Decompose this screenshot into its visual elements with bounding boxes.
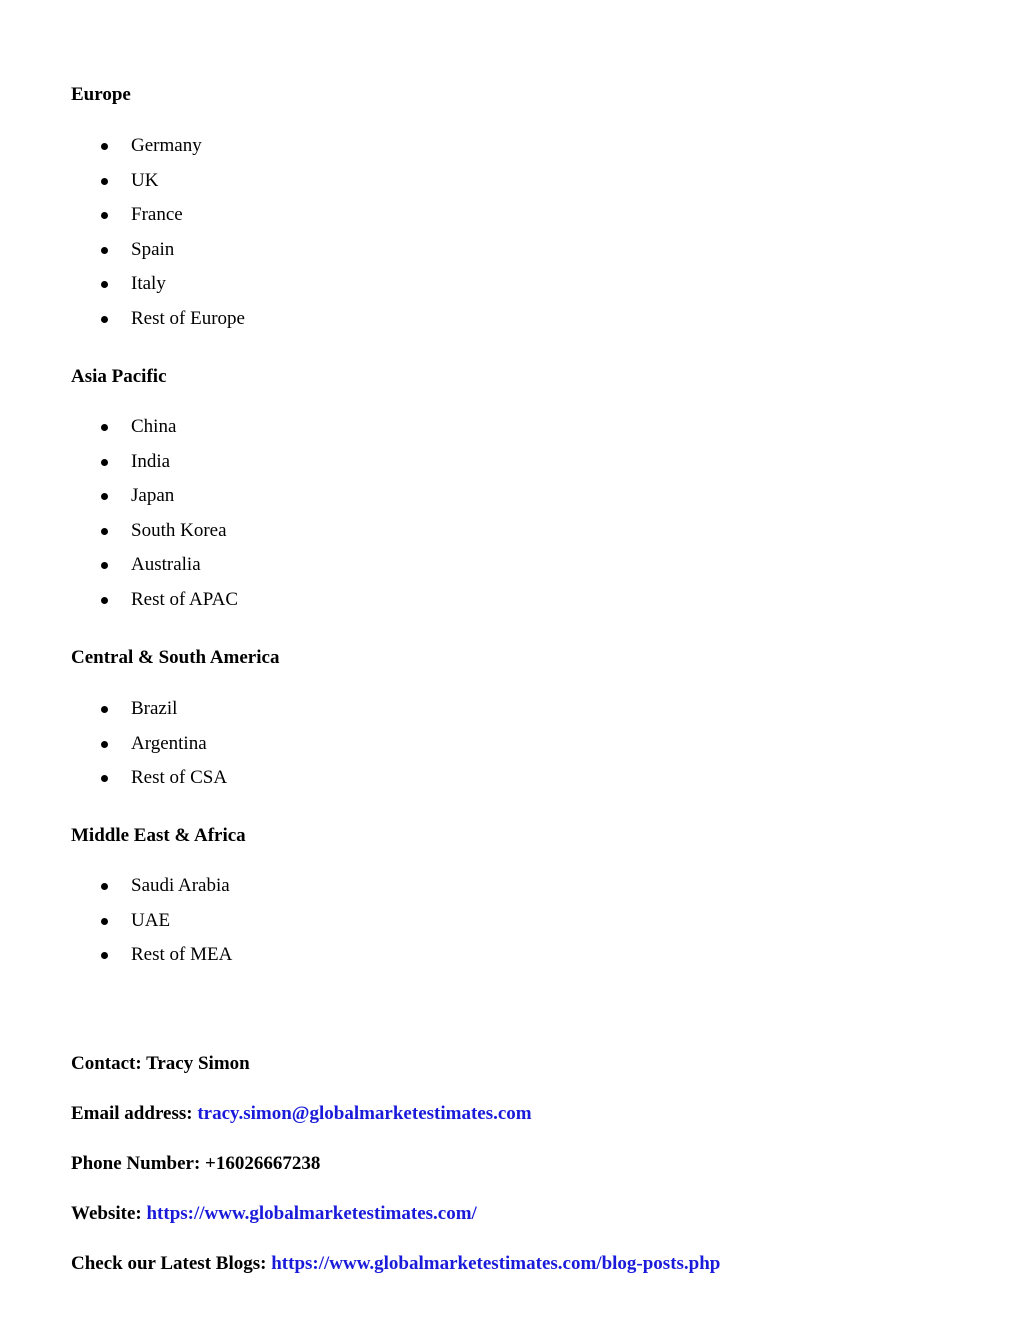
- bullet-icon: [101, 918, 108, 925]
- bullet-icon: [101, 143, 108, 150]
- bullet-icon: [101, 178, 108, 185]
- list-item-text: UK: [131, 169, 159, 191]
- contact-name: Contact: Tracy Simon: [71, 1053, 250, 1074]
- website-label: Website:: [71, 1203, 147, 1224]
- list-item-text: Argentina: [131, 732, 207, 754]
- list-item-text: Rest of APAC: [131, 588, 238, 610]
- section-heading-middle-east-africa: Middle East & Africa: [71, 825, 246, 846]
- list-item-text: Rest of CSA: [131, 767, 228, 789]
- bullet-icon: [101, 459, 108, 466]
- bullet-icon: [101, 775, 108, 782]
- bullet-icon: [101, 952, 108, 959]
- blogs-label: Check our Latest Blogs:: [71, 1253, 272, 1274]
- list-item-text: Spain: [131, 238, 175, 260]
- section-heading-europe: Europe: [71, 84, 131, 105]
- bullet-icon: [101, 562, 108, 569]
- list-item-text: Rest of Europe: [131, 307, 245, 329]
- bullet-icon: [101, 528, 108, 535]
- bullet-icon: [101, 883, 108, 890]
- bullet-icon: [101, 741, 108, 748]
- list-item-text: South Korea: [131, 519, 227, 541]
- bullet-icon: [101, 281, 108, 288]
- list-item-text: Italy: [131, 273, 166, 295]
- list-item-text: China: [131, 416, 177, 437]
- bullet-icon: [101, 706, 108, 713]
- list-item-text: Saudi Arabia: [131, 875, 230, 896]
- bullet-icon: [101, 316, 108, 323]
- email-line: [71, 1102, 532, 1126]
- website-link[interactable]: https://www.globalmarketestimates.com/: [146, 1203, 477, 1224]
- list-item-text: Australia: [131, 554, 201, 576]
- section-heading-central-south-america: Central & South America: [71, 647, 280, 668]
- website-line: [71, 1202, 477, 1226]
- bullet-icon: [101, 212, 108, 219]
- email-label: Email address:: [71, 1103, 198, 1124]
- section-heading-asia-pacific: Asia Pacific: [71, 366, 167, 387]
- phone-number: Phone Number: +16026667238: [71, 1153, 321, 1174]
- list-item-text: India: [131, 450, 171, 472]
- bullet-icon: [101, 247, 108, 254]
- list-item-text: Brazil: [131, 698, 178, 719]
- list-item-text: Japan: [131, 485, 175, 507]
- list-item-text: France: [131, 204, 183, 226]
- list-item-text: Rest of MEA: [131, 944, 233, 966]
- email-link[interactable]: tracy.simon@globalmarketestimates.com: [197, 1103, 532, 1124]
- blogs-link[interactable]: https://www.globalmarketestimates.com/blog-posts.php: [271, 1253, 721, 1274]
- bullet-icon: [101, 493, 108, 500]
- bullet-icon: [101, 597, 108, 604]
- bullet-icon: [101, 424, 108, 431]
- list-item-text: UAE: [131, 909, 171, 931]
- blogs-line: [71, 1252, 720, 1276]
- list-item-text: Germany: [131, 135, 202, 156]
